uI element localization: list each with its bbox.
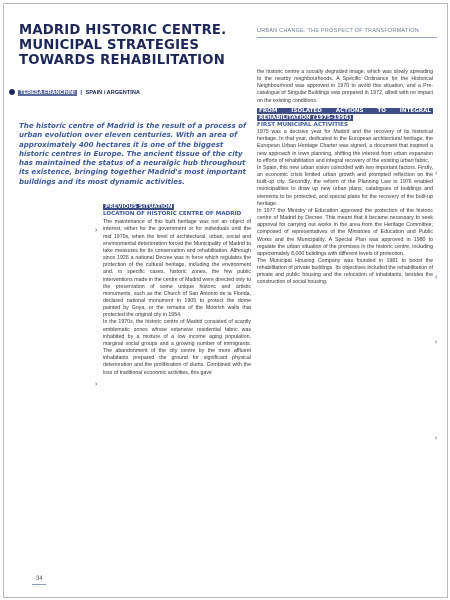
margin-arrow-left-icon: ‹ <box>435 274 438 281</box>
body-paragraph: The Municipal Housing Company was founded in 1981 to boost the rehabilitation of private buildings. Its objectives included the rehabilitation of private and public housing and the relocation of inhabitants, besides the construction of social housing. <box>257 257 433 286</box>
running-head: URBAN CHANGE. THE PROSPECT OF TRANSFORMATION <box>257 28 437 38</box>
subheading-location: LOCATION OF HISTORIC CENTRE OF MADRID <box>103 211 242 218</box>
subheading-first-municipal-activities: FIRST MUNICIPAL ACTIVITIES <box>257 121 348 128</box>
document-page <box>3 3 448 598</box>
margin-arrow-right-icon: › <box>95 227 98 234</box>
byline-separator: | <box>80 90 82 96</box>
body-paragraph: The maintenance of this built heritage was not an object of interest, either for the government or for individuals until the mid 1970s, when the level of architectural, urban, social and environmental deterioration forced the Municipality of Madrid to take measures for its conservation and rehabilitation. Although since 1926 a national Decree was in force which regulates the protection of the cultural heritage, including the environment and, in specific cases, historic zones, the few public interventions made in the centre of Madrid were directed only to the preservation of some unique historic and artistic monuments, such as the Church of San Antonio de la Florida, declared national monument in 1905 to protect the dome painted by Goya, or the remains of the Moorish walls that protected the original city in 1954. <box>103 219 251 319</box>
margin-arrow-right-icon: › <box>95 381 98 388</box>
author-name: TERESA FRANCHINI <box>20 90 75 96</box>
body-paragraph: In Spain, this new urban vision coincided with two important factors. Firstly, an economic crisis limited urban growth and prompted reflection on the built-up city. Secondly, the reform of the Planning Law in 1976 enabled municipalities to draw up new urban plans, catalogues of buildings and elements to be protected, and special plans for the recovery of the built-up heritage. <box>257 164 433 207</box>
page-number-rule <box>32 584 46 585</box>
body-paragraph-continued: the historic centre a socially degraded image, which was slowly spreading to the nearby neighbourhoods. A Specific Ordinance for the Historical Neighbourhood was approved in 1970 to avoid this situation, and a Pre-catalogue of Singular Buildings was prepared in 1972, albeit with no impact on the existing conditions. <box>257 69 433 104</box>
section-heading-text: FROM ISOLATED ACTIONS TO INTEGRAL REHABILITATION (1975-1996) <box>259 107 431 121</box>
byline <box>9 89 140 96</box>
body-paragraph: In 1977 the Ministry of Education approved the protection of the historic centre of Madrid by Decree. This meant that it became necessary to seek approval for carrying out works in the area from the Heritage Committee, composed of representatives of the Ministries of Education and Public Works and the Municipality. A Special Plan was approved in 1980 to regulate the urban situation of the premises in the historic centre, including approximately 8,000 buildings with different levels of protection. <box>257 207 433 257</box>
section-heading-text: PREVIOUS SITUATION <box>105 204 173 210</box>
body-paragraph: In the 1970s, the historic centre of Madrid consisted of scantly emblematic zones whose extensive residential fabric was inhabited by a mixture of a low income aging population, marginal social groups and a growing number of immigrants. The abandonment of the city centre by the more affluent inhabitants prepared the ground for significant physical deterioration and the proliferation of slums. Combined with the loss of traditional economic activities, this gave <box>103 319 251 376</box>
margin-arrow-left-icon: ‹ <box>435 170 438 177</box>
body-paragraph: 1975 was a decisive year for Madrid and the recovery of its historical heritage. In that year, dedicated to the European architectural heritage, the European Urban Heritage Charter was signed, a document that inspired a new approach in town planning, shifting the interest from urban expansion to efforts of rehabilitation and integral recovery of the existing urban fabric. <box>257 129 433 164</box>
section-heading-integral-rehabilitation <box>257 108 433 122</box>
article-title: MADRID HISTORIC CENTRE. MUNICIPAL STRATEGIES TOWARDS REHABILITATION <box>19 23 227 69</box>
left-column <box>103 204 251 377</box>
page-number: 34 <box>36 576 43 582</box>
margin-arrow-left-icon: ‹ <box>435 435 438 442</box>
section-heading-previous-situation <box>103 204 251 211</box>
margin-arrow-left-icon: ‹ <box>435 339 438 346</box>
bullet-dot-icon <box>9 89 15 95</box>
lead-paragraph: The historic centre of Madrid is the result of a process of urban evolution over eleven centuries. With an area of approximately 400 hectares it is one of the biggest historic centres in Europe. The ancient tissue of the city has maintained the status of a neuralgic hub throughout its existence, bringing together Madrid's most important buildings and its most dynamic activities. <box>19 121 247 186</box>
right-column <box>257 69 433 287</box>
author-location: SPAIN / ARGENTINA <box>85 90 140 96</box>
